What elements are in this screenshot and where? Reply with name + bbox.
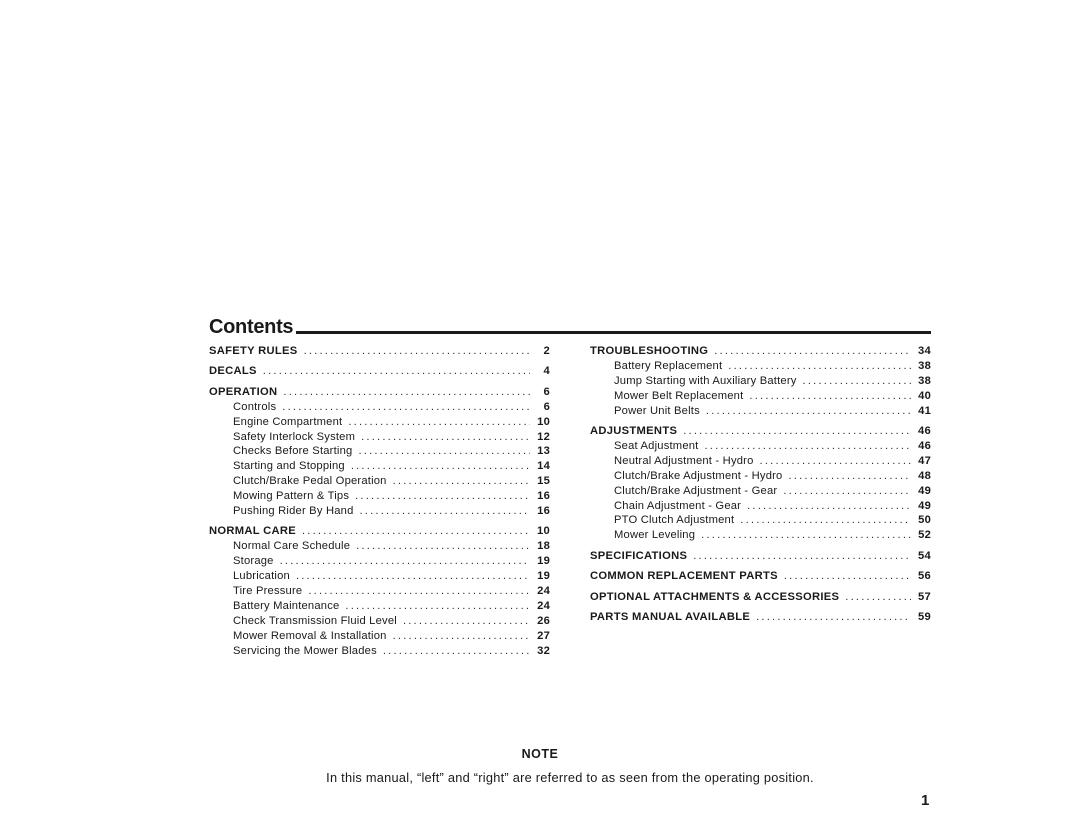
toc-subsection-entry [590, 359, 931, 374]
toc-subsection-entry [209, 504, 550, 519]
toc-entry-page: 24 [537, 585, 550, 598]
toc-subsection-entry [590, 439, 931, 454]
toc-subsection-entry [209, 584, 550, 599]
toc-entry-page: 15 [537, 475, 550, 488]
toc-subsection-entry [209, 474, 550, 489]
toc-entry-label: Battery Replacement [614, 359, 723, 372]
toc-dot-leader [358, 444, 530, 459]
toc-entry-label: NORMAL CARE [209, 525, 296, 538]
toc-entry-label: Clutch/Brake Adjustment - Gear [614, 484, 778, 497]
toc-entry-page: 56 [917, 570, 931, 583]
toc-subsection-entry [590, 499, 931, 514]
toc-subsection-entry [590, 528, 931, 543]
toc-section-entry [209, 385, 550, 400]
toc-dot-leader [803, 374, 911, 389]
toc-entry-page: 54 [917, 549, 931, 562]
toc-section-entry [590, 590, 931, 605]
toc-entry-page: 19 [537, 570, 550, 583]
toc-entry-page: 6 [543, 385, 550, 398]
toc-subsection-entry [590, 404, 931, 419]
toc-dot-leader [308, 584, 530, 599]
toc-subsection-entry [209, 459, 550, 474]
toc-dot-leader [740, 513, 911, 528]
toc-section-entry [209, 364, 550, 379]
toc-dot-leader [280, 554, 530, 569]
toc-dot-leader [704, 439, 911, 454]
page-number: 1 [921, 792, 930, 809]
toc-entry-label: OPTIONAL ATTACHMENTS & ACCESSORIES [590, 590, 840, 603]
toc-entry-page: 32 [537, 644, 550, 657]
toc-dot-leader [845, 590, 911, 605]
toc-subsection-entry [209, 599, 550, 614]
toc-entry-label: Lubrication [233, 570, 290, 583]
toc-entry-label: Jump Starting with Auxiliary Battery [614, 374, 797, 387]
toc-entry-page: 52 [918, 529, 931, 542]
toc-section-entry [209, 524, 550, 539]
toc-entry-label: Safety Interlock System [233, 430, 356, 443]
toc-entry-label: Mowing Pattern & Tips [233, 490, 350, 503]
toc-dot-leader [760, 454, 911, 469]
contents-header [209, 316, 931, 338]
toc-section-entry [590, 569, 931, 584]
toc-subsection-entry [209, 400, 550, 415]
toc-dot-leader [302, 524, 530, 539]
toc-section-entry [590, 424, 931, 439]
toc-entry-label: OPERATION [209, 385, 278, 398]
toc-section-entry [209, 344, 550, 359]
toc-dot-leader [356, 539, 530, 554]
toc-entry-page: 59 [917, 611, 931, 623]
toc-dot-leader [360, 504, 531, 519]
toc-entry-label: Seat Adjustment [614, 439, 699, 452]
toc-section-entry [590, 549, 931, 564]
toc-dot-leader [784, 569, 911, 584]
toc-entry-page: 46 [917, 425, 931, 438]
toc-entry-label: COMMON REPLACEMENT PARTS [590, 570, 778, 583]
toc-entry-page: 18 [537, 540, 550, 553]
toc-entry-page: 50 [918, 514, 931, 527]
toc-entry-label: Check Transmission Fluid Level [233, 614, 397, 627]
toc-entry-page: 24 [537, 600, 550, 612]
toc-entry-label: Tire Pressure [233, 585, 303, 598]
toc-entry-label: SPECIFICATIONS [590, 549, 688, 562]
toc-entry-page: 38 [918, 359, 931, 372]
toc-subsection-entry [209, 539, 550, 554]
toc-entry-page: 6 [543, 400, 550, 413]
toc-dot-leader [355, 489, 530, 504]
toc-dot-leader [393, 474, 530, 489]
toc-dot-leader [383, 644, 530, 659]
note-heading: NOTE [521, 747, 559, 761]
toc-subsection-entry [209, 444, 550, 459]
toc-entry-page: 48 [918, 469, 931, 482]
toc-dot-leader [263, 364, 530, 379]
toc-subsection-entry [209, 489, 550, 504]
toc-entry-label: Pushing Rider By Hand [233, 505, 354, 518]
toc-dot-leader [283, 385, 530, 400]
toc-entry-page: 19 [537, 555, 550, 568]
toc-section-entry [590, 610, 931, 625]
toc-dot-leader [749, 389, 911, 404]
toc-subsection-entry [590, 389, 931, 404]
toc-subsection-entry [590, 469, 931, 484]
toc-dot-leader [701, 528, 911, 543]
toc-entry-page: 49 [918, 484, 931, 497]
toc-subsection-entry [209, 644, 550, 659]
toc-entry-label: PARTS MANUAL AVAILABLE [590, 611, 751, 623]
toc-subsection-entry [209, 415, 550, 430]
toc-entry-page: 47 [918, 454, 931, 467]
toc-subsection-entry [209, 554, 550, 569]
contents-title: Contents [209, 316, 294, 338]
toc-entry-page: 41 [918, 404, 931, 417]
toc-entry-label: Normal Care Schedule [233, 540, 351, 553]
toc-entry-page: 46 [918, 439, 931, 452]
toc-entry-page: 27 [537, 629, 550, 642]
toc-section-entry [590, 344, 931, 359]
toc-entry-label: Servicing the Mower Blades [233, 644, 377, 657]
toc-dot-leader [683, 424, 911, 439]
toc-entry-page: 26 [537, 614, 550, 627]
toc-dot-leader [693, 549, 911, 564]
toc-entry-page: 10 [536, 525, 550, 538]
toc-entry-label: Mower Removal & Installation [233, 629, 387, 642]
toc-subsection-entry [590, 484, 931, 499]
header-rule [296, 331, 931, 334]
toc-dot-leader [747, 499, 911, 514]
toc-entry-label: Storage [233, 555, 274, 568]
toc-subsection-entry [209, 629, 550, 644]
toc-dot-leader [361, 430, 530, 445]
toc-dot-leader [296, 569, 530, 584]
toc-left-column [209, 344, 550, 659]
toc-entry-label: Mower Belt Replacement [614, 389, 744, 402]
toc-dot-leader [403, 614, 530, 629]
toc-entry-page: 4 [543, 365, 550, 378]
toc-entry-page: 14 [537, 460, 550, 473]
toc-entry-label: DECALS [209, 365, 257, 378]
toc-entry-label: TROUBLESHOOTING [590, 345, 709, 357]
toc-subsection-entry [590, 513, 931, 528]
toc-entry-label: Starting and Stopping [233, 460, 345, 473]
toc-dot-leader [348, 415, 530, 430]
toc-dot-leader [304, 344, 530, 359]
toc-dot-leader [788, 469, 911, 484]
toc-right-column [590, 344, 931, 625]
toc-entry-label: ADJUSTMENTS [590, 425, 678, 438]
toc-entry-label: Clutch/Brake Adjustment - Hydro [614, 469, 783, 482]
toc-subsection-entry [590, 454, 931, 469]
toc-entry-label: Chain Adjustment - Gear [614, 499, 742, 512]
toc-subsection-entry [209, 614, 550, 629]
toc-entry-page: 40 [918, 389, 931, 402]
toc-entry-label: Neutral Adjustment - Hydro [614, 454, 754, 467]
toc-entry-page: 16 [537, 505, 550, 518]
toc-subsection-entry [209, 430, 550, 445]
toc-entry-label: Power Unit Belts [614, 404, 700, 417]
toc-dot-leader [714, 344, 911, 359]
toc-entry-label: Mower Leveling [614, 529, 696, 542]
toc-entry-label: Controls [233, 400, 277, 413]
toc-subsection-entry [590, 374, 931, 389]
toc-entry-page: 10 [537, 415, 550, 428]
toc-dot-leader [728, 359, 911, 374]
toc-entry-label: Checks Before Starting [233, 445, 353, 458]
toc-entry-page: 34 [917, 345, 931, 357]
toc-dot-leader [282, 400, 530, 415]
toc-dot-leader [756, 610, 911, 625]
toc-entry-page: 49 [918, 499, 931, 512]
toc-entry-page: 38 [918, 374, 931, 387]
toc-entry-page: 13 [537, 445, 550, 458]
toc-entry-page: 16 [537, 490, 550, 503]
toc-entry-page: 12 [537, 430, 550, 443]
toc-entry-page: 57 [917, 590, 931, 603]
toc-dot-leader [345, 599, 530, 614]
toc-dot-leader [351, 459, 530, 474]
toc-entry-label: PTO Clutch Adjustment [614, 514, 735, 527]
toc-dot-leader [783, 484, 911, 499]
toc-entry-label: SAFETY RULES [209, 345, 298, 357]
toc-dot-leader [393, 629, 530, 644]
toc-dot-leader [706, 404, 911, 419]
toc-entry-page: 2 [543, 345, 550, 357]
note-text: In this manual, “left” and “right” are referred to as seen from the operating position. [326, 770, 814, 785]
toc-entry-label: Engine Compartment [233, 415, 343, 428]
toc-entry-label: Battery Maintenance [233, 600, 340, 612]
toc-subsection-entry [209, 569, 550, 584]
toc-entry-label: Clutch/Brake Pedal Operation [233, 475, 387, 488]
